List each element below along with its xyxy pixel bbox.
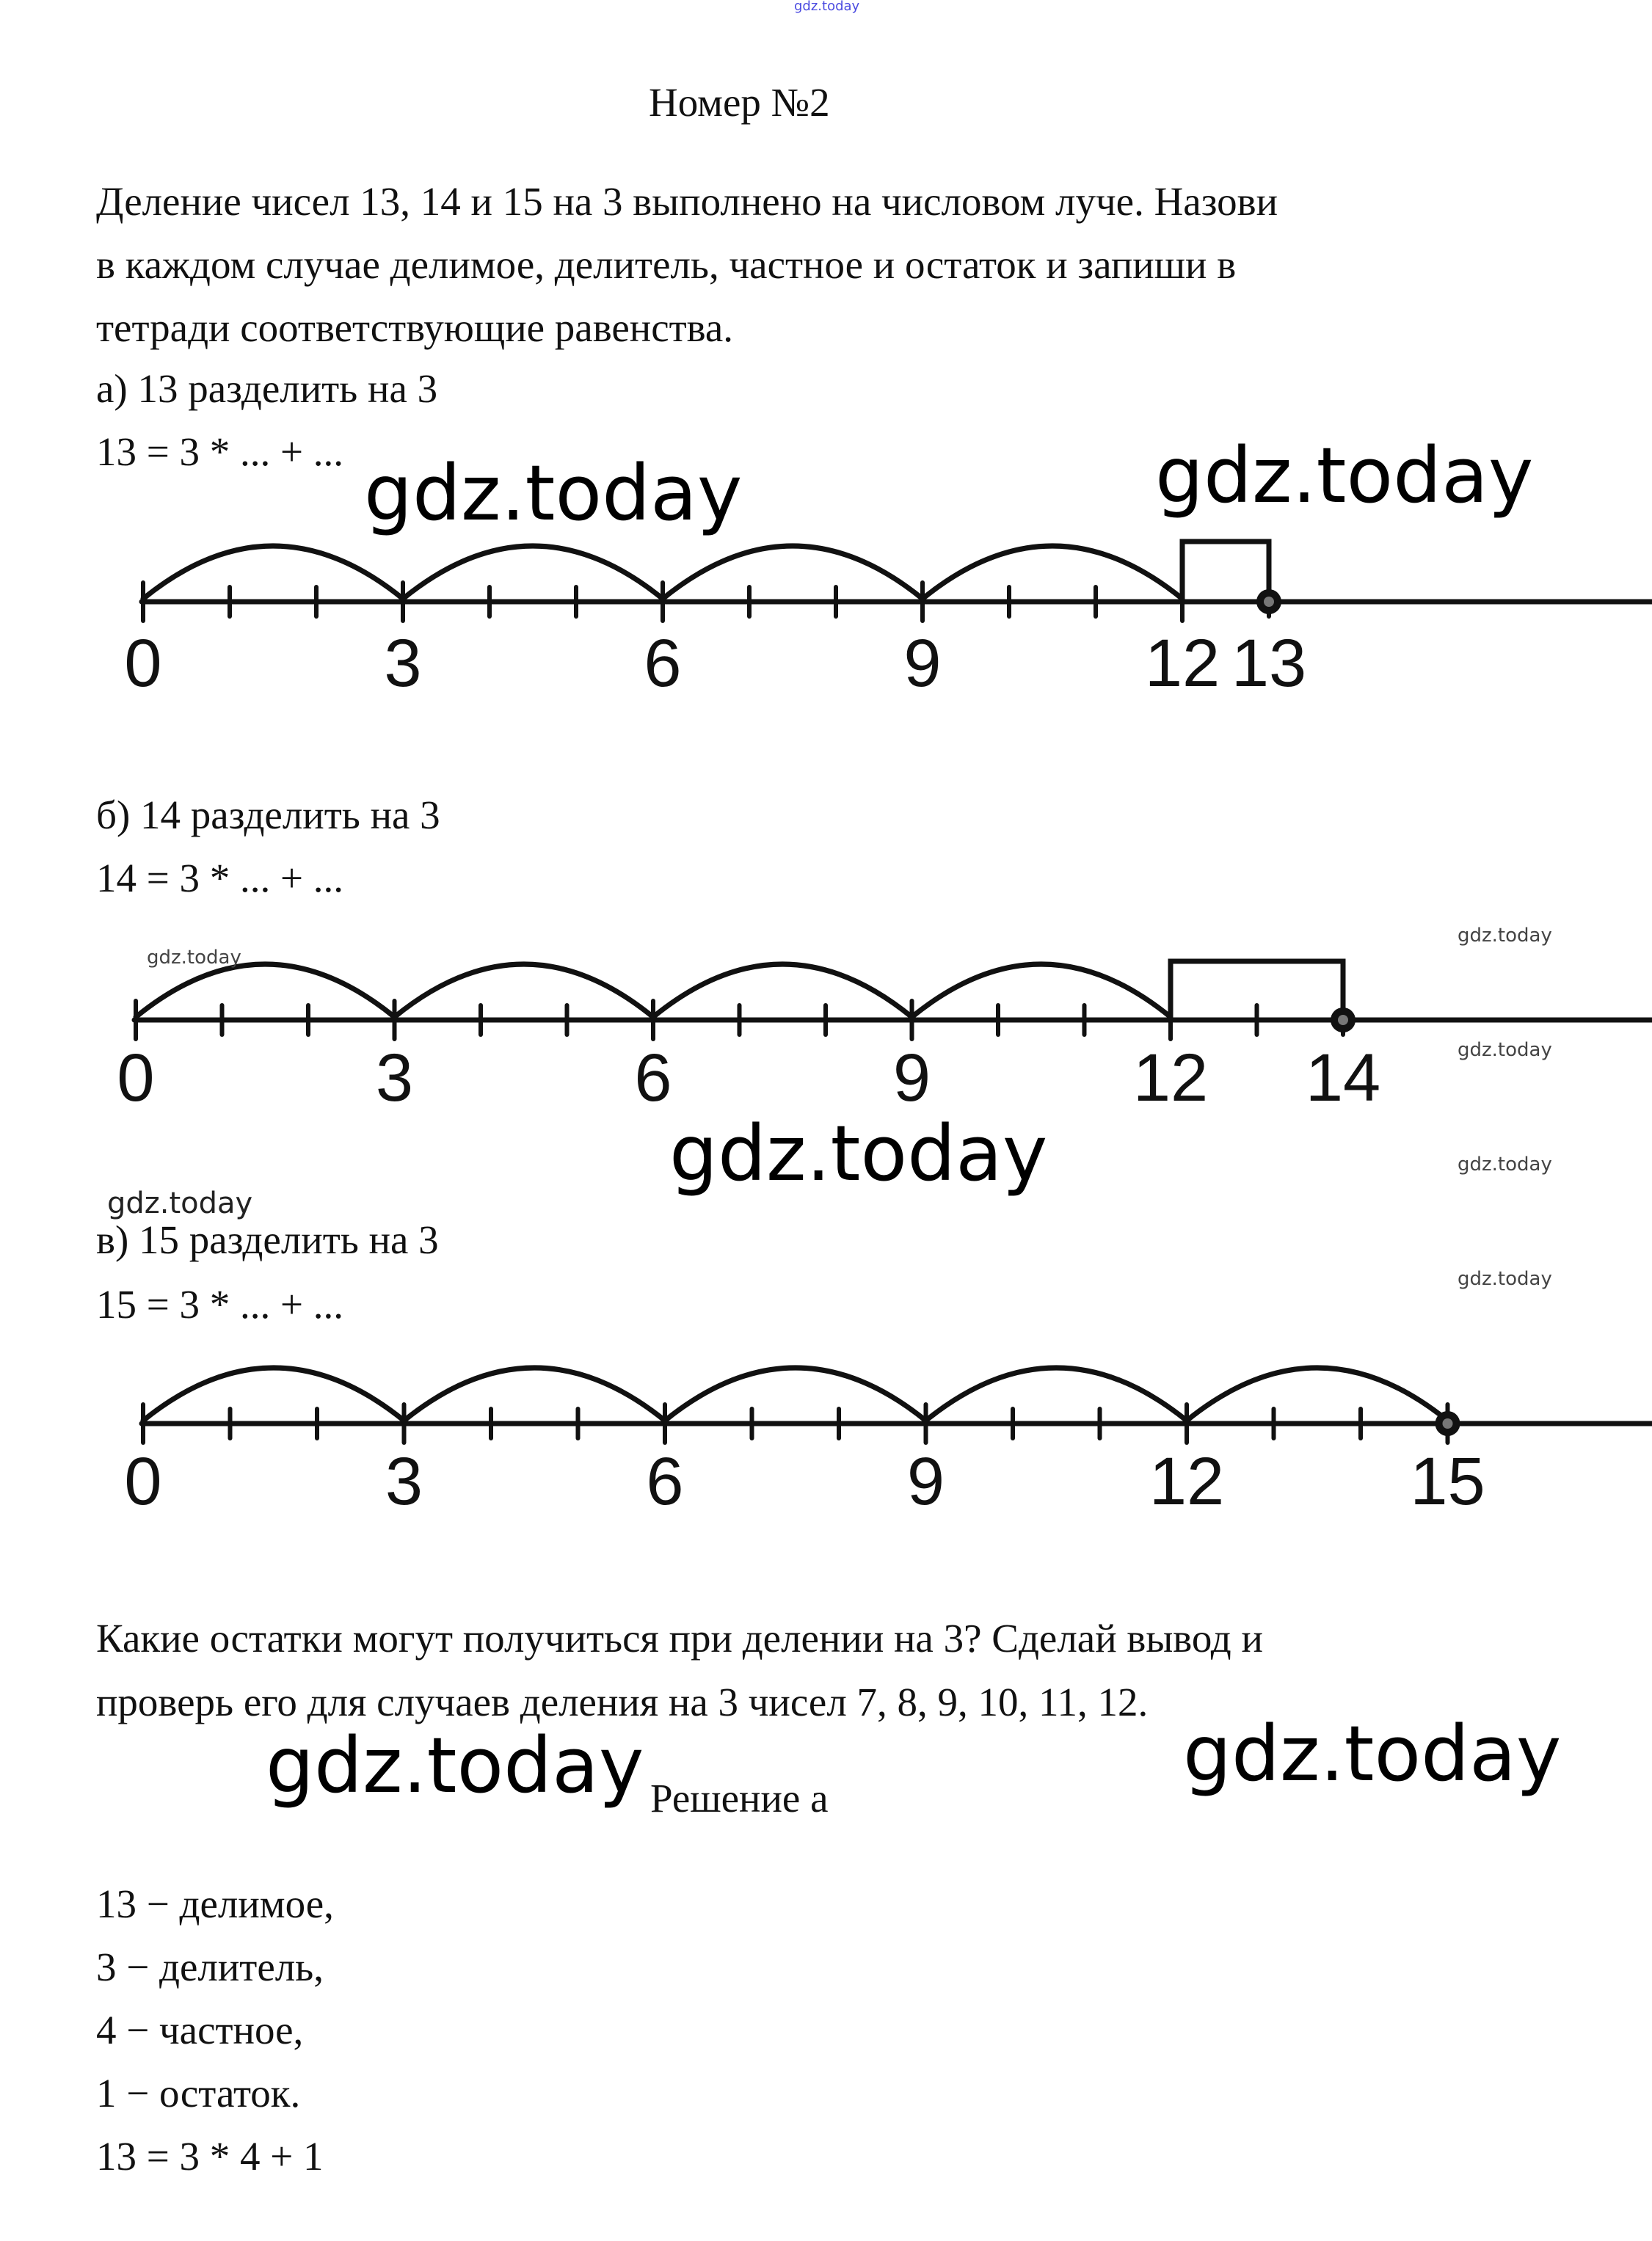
step-arc xyxy=(143,1368,404,1421)
tick-label: 6 xyxy=(634,1041,672,1115)
tick-label: 12 xyxy=(1149,1444,1225,1519)
number-line-c xyxy=(0,1350,1652,1541)
tick-label: 3 xyxy=(384,626,422,701)
watermark: gdz.today xyxy=(1458,1039,1552,1061)
number-line-b xyxy=(0,939,1652,1130)
task-line: тетради соответствующие равенства. xyxy=(96,305,734,350)
part-b-equation: 14 = 3 * ... + ... xyxy=(96,856,344,900)
tick-label: 12 xyxy=(1132,1041,1209,1115)
tick-label: 0 xyxy=(124,1444,162,1519)
target-point-center xyxy=(1443,1418,1453,1429)
watermark: gdz.today xyxy=(1458,1268,1552,1290)
part-a-label: а) 13 разделить на 3 xyxy=(96,366,438,411)
watermark-top: gdz.today xyxy=(794,0,860,14)
solution-heading: Решение а xyxy=(650,1776,829,1821)
tick-label: 9 xyxy=(903,626,942,701)
step-arc xyxy=(403,546,663,599)
step-arc xyxy=(395,964,654,1017)
tick-label: 9 xyxy=(892,1041,931,1115)
part-a-equation: 13 = 3 * ... + ... xyxy=(96,429,344,474)
solution-line: 13 = 3 * 4 + 1 xyxy=(96,2134,324,2179)
watermark: gdz.today xyxy=(1458,1154,1552,1176)
question-line: проверь его для случаев деления на 3 чисел 7, 8, 9, 10, 11, 12. xyxy=(96,1680,1149,1724)
step-arc xyxy=(653,964,912,1017)
tick-label: 3 xyxy=(375,1041,414,1115)
tick-label: 6 xyxy=(644,626,682,701)
solution-line: 13 − делимое, xyxy=(96,1881,334,1926)
target-point-center xyxy=(1264,597,1274,607)
step-arc xyxy=(923,546,1182,599)
step-arc xyxy=(404,1368,666,1421)
part-c-equation: 15 = 3 * ... + ... xyxy=(96,1282,344,1327)
part-b-label: б) 14 разделить на 3 xyxy=(96,792,440,837)
tick-label: 12 xyxy=(1144,626,1220,701)
step-arc xyxy=(1187,1368,1448,1421)
step-arc xyxy=(665,1368,926,1421)
watermark: gdz.today xyxy=(107,1187,253,1220)
question-line: Какие остатки могут получиться при делении на 3? Сделай вывод и xyxy=(96,1616,1263,1661)
solution-line: 4 − частное, xyxy=(96,2008,304,2052)
tick-label: 0 xyxy=(117,1041,155,1115)
step-arc xyxy=(136,964,395,1017)
task-line: Деление чисел 13, 14 и 15 на 3 выполнено на числовом луче. Назови xyxy=(96,179,1278,224)
tick-label: 14 xyxy=(1305,1041,1381,1115)
tick-label: 15 xyxy=(1410,1444,1485,1519)
step-arc xyxy=(143,546,403,599)
number-line-a xyxy=(0,506,1652,719)
watermark: gdz.today xyxy=(1458,925,1552,947)
watermark: gdz.today xyxy=(1183,1709,1562,1799)
step-arc xyxy=(926,1368,1187,1421)
tick-label: 13 xyxy=(1231,626,1307,701)
solution-line: 3 − делитель, xyxy=(96,1945,324,1989)
tick-label: 6 xyxy=(646,1444,684,1519)
tick-label: 3 xyxy=(385,1444,423,1519)
remainder-box xyxy=(1182,542,1269,602)
task-text xyxy=(96,170,1491,360)
step-arc xyxy=(663,546,923,599)
target-point-center xyxy=(1338,1015,1348,1025)
tick-label: 0 xyxy=(124,626,162,701)
watermark: gdz.today xyxy=(266,1721,644,1810)
tick-label: 9 xyxy=(906,1444,945,1519)
task-line: в каждом случае делимое, делитель, частное и остаток и запиши в xyxy=(96,242,1237,287)
watermark: gdz.today xyxy=(669,1109,1048,1198)
part-c-label: в) 15 разделить на 3 xyxy=(96,1217,439,1262)
watermark: gdz.today xyxy=(364,448,743,538)
step-arc xyxy=(912,964,1171,1017)
page-title: Номер №2 xyxy=(649,80,830,125)
watermark: gdz.today xyxy=(1155,431,1534,520)
watermark: gdz.today xyxy=(147,947,241,969)
solution-text xyxy=(96,1873,334,2188)
solution-line: 1 − остаток. xyxy=(96,2071,301,2116)
